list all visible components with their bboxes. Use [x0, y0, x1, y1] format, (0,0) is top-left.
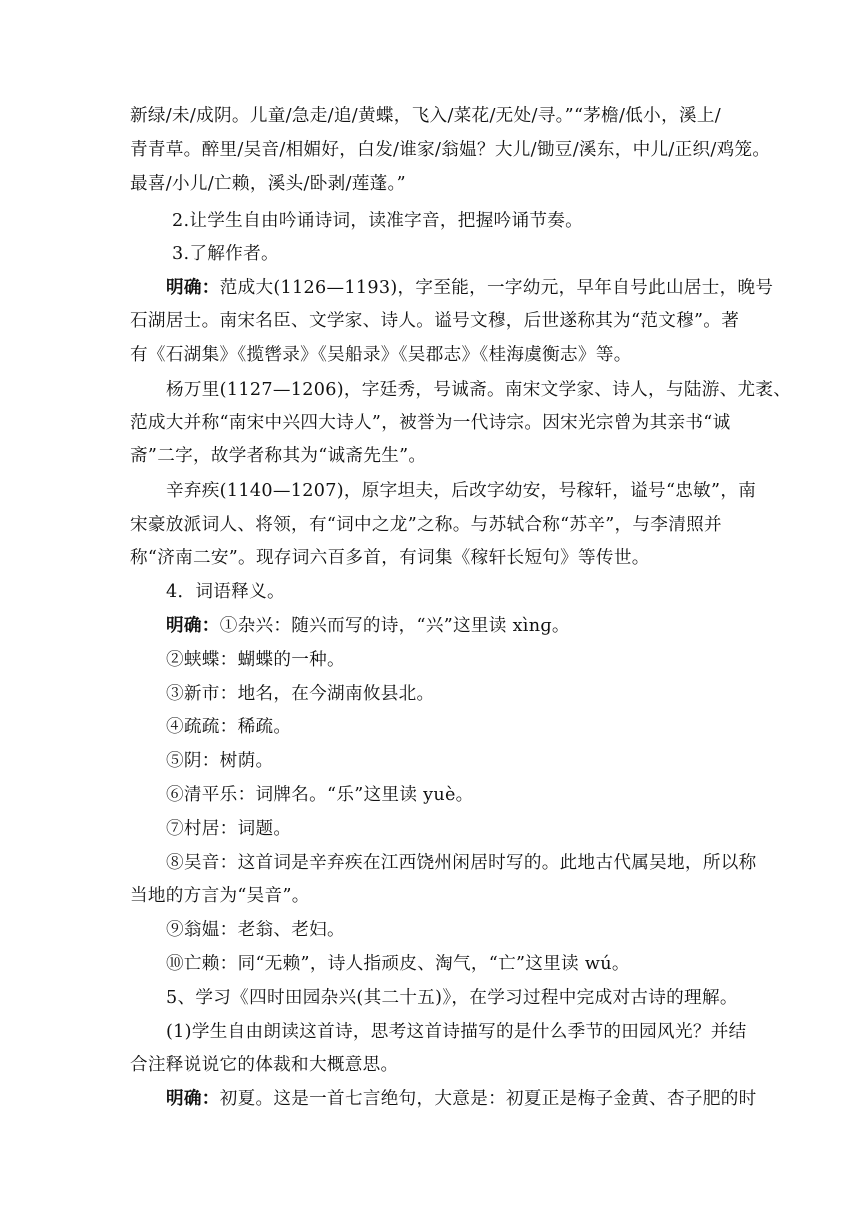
answer-text: ①杂兴：随兴而写的诗，“兴”这里读 xìnɡ。 [219, 616, 570, 636]
paragraph-line: 石湖居士。南宋名臣、文学家、诗人。谥号文穆，后世遂称其为“范文穆”。著 [130, 311, 740, 331]
question-line: 合注释说说它的体裁和大概意思。 [130, 1055, 399, 1075]
answer-line [166, 612, 570, 637]
question-line: (1)学生自由朗读这首诗，思考这首诗描写的是什么季节的田园风光？并结 [166, 1022, 747, 1042]
answer-label: 明确： [166, 277, 220, 298]
definition-item: ④疏疏：稀疏。 [166, 717, 292, 737]
step-4-heading: 4．词语释义。 [166, 582, 285, 602]
definition-item: ③新市：地名，在今湖南攸县北。 [166, 684, 435, 704]
definition-item: ⑨翁媪：老翁、老妇。 [166, 920, 345, 940]
paragraph-line: 斋”二字，故学者称其为“诚斋先生”。 [130, 446, 427, 466]
definition-item: ⑤阴：树荫。 [166, 751, 274, 771]
answer-label: 明确： [166, 615, 220, 636]
answer-text: 初夏。这是一首七言绝句，大意是：初夏正是梅子金黄、杏子肥的时 [219, 1089, 757, 1109]
paragraph-line: 杨万里(1127—1206)，字廷秀，号诚斋。南宋文学家、诗人，与陆游、尤袤、 [166, 380, 792, 400]
definition-item: ⑥清平乐：词牌名。“乐”这里读 yuè。 [166, 785, 474, 805]
definition-item: ⑧吴音：这首词是辛弃疾在江西饶州闲居时写的。此地古代属吴地，所以称 [166, 853, 757, 873]
paragraph-line: 宋豪放派词人、将领，有“词中之龙”之称。与苏轼合称“苏辛”，与李清照并 [130, 515, 722, 535]
step-3-heading: 3.了解作者。 [172, 244, 279, 264]
paragraph-line: 范成大并称“南宋中兴四大诗人”，被誉为一代诗宗。因宋光宗曾为其亲书“诚 [130, 413, 731, 433]
step-5-heading: 5、学习《四时田园杂兴(其二十五)》，在学习过程中完成对古诗的理解。 [166, 988, 738, 1008]
poem-text-line: 新绿/未/成阴。儿童/急走/追/黄蝶，飞入/菜花/无处/寻。”“茅檐/低小，溪上/ [130, 106, 721, 126]
definition-item-continued: 当地的方言为“吴音”。 [130, 886, 310, 906]
poem-text-line: 最喜/小儿/亡赖，溪头/卧剥/莲蓬。” [130, 174, 406, 194]
paragraph-line: 有《石湖集》《揽辔录》《吴船录》《吴郡志》《桂海虞衡志》等。 [130, 345, 632, 365]
definition-item: ⑩亡赖：同“无赖”，诗人指顽皮、淘气，“亡”这里读 wú。 [166, 954, 630, 974]
definition-item: ②蛱蝶：蝴蝶的一种。 [166, 650, 345, 670]
poem-text-line: 青青草。醉里/吴音/相媚好，白发/谁家/翁媪？大儿/锄豆/溪东，中儿/正织/鸡笼。 [130, 140, 771, 160]
paragraph-line: 辛弃疾(1140—1207)，原字坦夫，后改字幼安，号稼轩，谥号“忠敏”，南 [166, 481, 757, 501]
answer-label: 明确： [166, 1088, 220, 1109]
step-2-line: 2.让学生自由吟诵诗词，读准字音，把握吟诵节奏。 [172, 211, 584, 231]
answer-line [166, 274, 773, 299]
answer-line [166, 1085, 757, 1110]
answer-text: 范成大(1126—1193)，字至能，一字幼元，早年自号此山居士，晚号 [219, 278, 774, 298]
paragraph-line: 称“济南二安”。现存词六百多首，有词集《稼轩长短句》等传世。 [130, 548, 650, 568]
definition-item: ⑦村居：词题。 [166, 819, 292, 839]
